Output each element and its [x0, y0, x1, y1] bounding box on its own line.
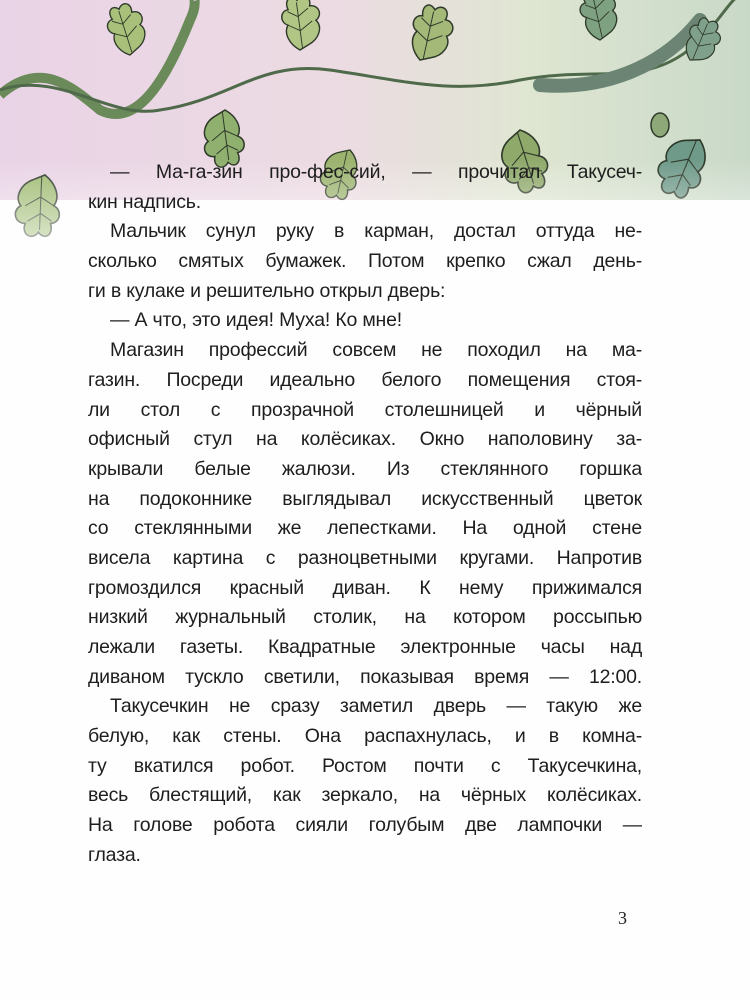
text-line: На голове робота сияли голубым две лампочки —	[88, 814, 642, 837]
text-line: со стеклянными же лепестками. На одной стене	[88, 517, 642, 540]
text-line: газин. Посреди идеально белого помещения стоя-	[88, 368, 642, 391]
text-line: громоздился красный диван. К нему прижимался	[88, 576, 642, 599]
text-line: сколько смятых бумажек. Потом крепко сжал день-	[88, 250, 642, 273]
text-line: — Ма-га-зин про-фес-сий, — прочитал Такусеч-	[110, 161, 642, 183]
text-line: крывали белые жалюзи. Из стеклянного горшка	[88, 457, 642, 480]
text-line: офисный стул на колёсиках. Окно наполовину за-	[88, 428, 642, 451]
text-line: низкий журнальный столик, на котором россыпью	[88, 606, 642, 629]
text-line: лежали газеты. Квадратные электронные часы над	[88, 636, 642, 658]
text-line: висела картина с разноцветными кругами. Напротив	[88, 546, 642, 569]
text-line: весь блестящий, как зеркало, на чёрных колёсиках.	[88, 784, 642, 807]
text-line: Мальчик сунул руку в карман, достал оттуда не-	[110, 220, 642, 243]
text-line: на подоконнике выглядывал искусственный цветок	[88, 487, 642, 510]
text-line: ли стол с прозрачной столешницей и чёрный	[88, 398, 642, 421]
text-line: белую, как стены. Она распахнулась, и в комна-	[88, 725, 642, 748]
text-line: диваном тускло светили, показывая время — 12:00.	[88, 665, 642, 688]
body-text	[88, 158, 642, 871]
text-line: Магазин профессий совсем не походил на ма-	[110, 339, 642, 362]
text-line: ту вкатился робот. Ростом почти с Такусечкина,	[88, 754, 642, 777]
text-line: — А что, это идея! Муха! Ко мне!	[110, 309, 402, 332]
page-number: 3	[618, 908, 627, 928]
text-line: глаза.	[88, 843, 141, 866]
text-line: ги в кулаке и решительно открыл дверь:	[88, 279, 446, 302]
text-line: кин надпись.	[88, 190, 201, 213]
text-line: Такусечкин не сразу заметил дверь — такую же	[110, 695, 642, 718]
